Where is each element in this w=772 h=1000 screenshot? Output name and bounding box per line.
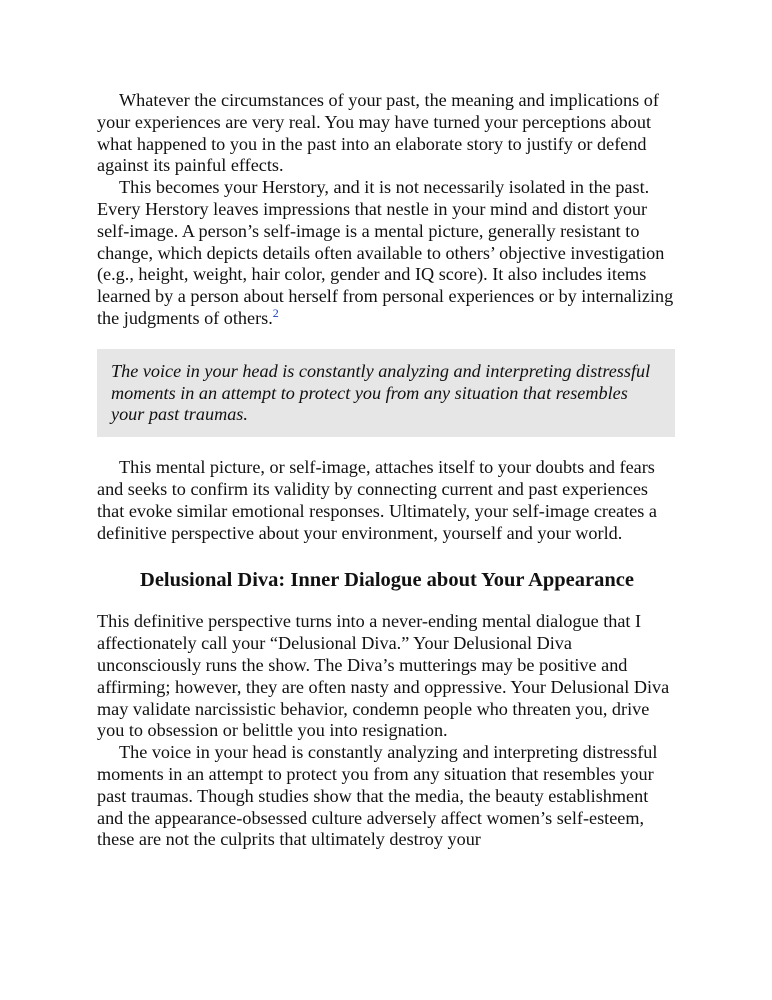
pull-quote-text: The voice in your head is constantly analyzing and interpreting distressful moments in an attempt to protect you from any situation that resembles your past traumas.: [111, 360, 651, 425]
paragraph-delusional-diva: This definitive perspective turns into a never-ending mental dialogue that I affectionately call your “Delusional Diva.” Your Delusional Diva unconsciously runs the show. The Diva’s mutterings may be positive and affirming; however, they are often nasty and oppressive. Your Delusional Diva may validate narcissistic behavior, condemn people who threaten you, drive you to obsession or belittle you into resignation.: [97, 611, 670, 741]
paragraph-herstory-text: This becomes your Herstory, and it is not necessarily isolated in the past. Every Herstory leaves impressions that nestle in your mind and distort your self-image. A person’s self-image is a mental picture, generally resistant to change, which depicts details often available to others’ objective investigation (e.g., height, weight, hair color, gender and IQ score). It also includes items learned by a person about herself from personal experiences or by internalizing the judgments of others.: [97, 177, 674, 328]
pull-quote-box: [97, 349, 675, 437]
section-heading: Delusional Diva: Inner Dialogue about Your Appearance: [140, 569, 634, 592]
paragraph-self-image: This mental picture, or self-image, attaches itself to your doubts and fears and seeks to confirm its validity by connecting current and past experiences that evoke similar emotional responses. Ultimately, your self-image creates a definitive perspective about your environment, yourself and your world.: [97, 457, 657, 543]
page-body: [97, 90, 677, 851]
paragraph-voice-in-head: The voice in your head is constantly analyzing and interpreting distressful moments in an attempt to protect you from any situation that resembles your past traumas. Though studies show that the media, the beauty establishment and the appearance-obsessed culture adversely affect women’s self-esteem, these are not the culprits that ultimately destroy your: [97, 742, 658, 850]
paragraph-past-circumstances: Whatever the circumstances of your past, the meaning and implications of your experiences are very real. You may have turned your perceptions about what happened to you in the past into an elaborate story to justify or defend against its painful effects.: [97, 90, 659, 176]
paragraph-herstory: [97, 177, 677, 330]
footnote-reference[interactable]: 2: [272, 305, 279, 320]
